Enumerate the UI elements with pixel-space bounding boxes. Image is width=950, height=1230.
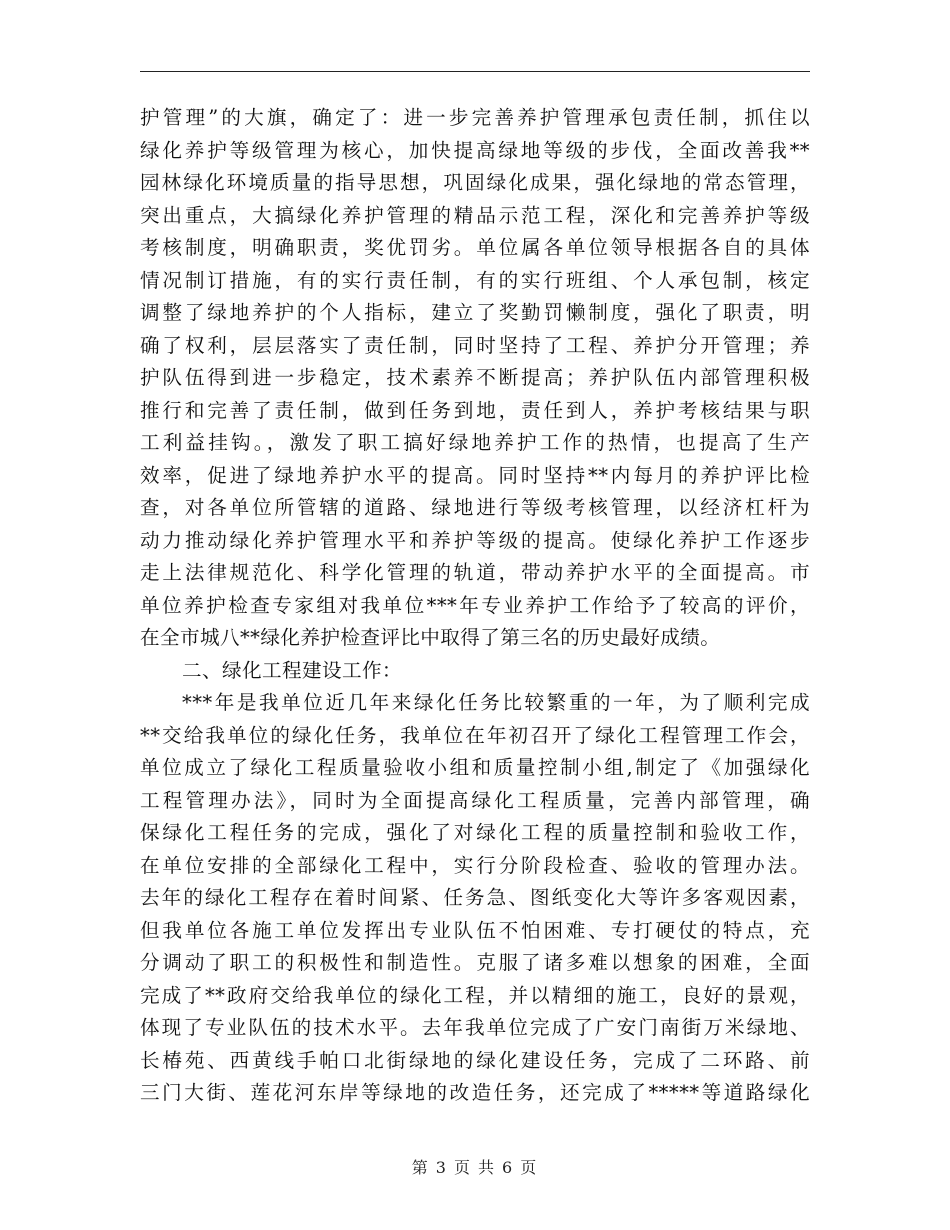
text-line: 但我单位各施工单位发挥出专业队伍不怕困难、专打硬仗的特点，充 <box>140 918 810 942</box>
text-line: 体现了专业队伍的技术水平。去年我单位完成了广安门南街万米绿地、 <box>140 1016 810 1039</box>
text-line: 考核制度，明确职责，奖优罚劣。单位属各单位领导根据各自的具体 <box>140 236 810 259</box>
text-line: 单位成立了绿化工程质量验收小组和质量控制小组,制定了《加强绿化 <box>140 756 810 779</box>
text-line: 查，对各单位所管辖的道路、绿地进行等级考核管理，以经济杠杆为 <box>140 496 810 519</box>
text-line: 绿化养护等级管理为核心，加快提高绿地等级的步伐，全面改善我** <box>140 138 810 162</box>
text-line: 长椿苑、西黄线手帕口北街绿地的绿化建设任务，完成了二环路、前 <box>140 1048 810 1072</box>
text-line: 效率，促进了绿地养护水平的提高。同时坚持**内每月的养护评比检 <box>140 463 810 487</box>
footer-total-word: 共 <box>478 1158 497 1177</box>
text-line: **交给我单位的绿化任务，我单位在年初召开了绿化工程管理工作会， <box>140 723 810 747</box>
text-line: 护管理”的大旗，确定了：进一步完善养护管理承包责任制，抓住以 <box>140 106 810 129</box>
page-footer <box>0 1155 950 1178</box>
text-line: 三门大街、莲花河东岸等绿地的改造任务，还完成了*****等道路绿化 <box>140 1081 810 1104</box>
text-line: 在全市城八**绿化养护检查评比中取得了第三名的历史最好成绩。 <box>140 626 721 649</box>
text-line: 单位养护检查专家组对我单位***年专业养护工作给予了较高的评价， <box>140 593 810 617</box>
text-line: 完成了**政府交给我单位的绿化工程，并以精细的施工，良好的景观， <box>140 983 810 1007</box>
header-rule <box>140 71 810 72</box>
text-line: 工利益挂钩。，激发了职工搞好绿地养护工作的热情，也提高了生产 <box>140 431 810 454</box>
text-line: 确了权利，层层落实了责任制，同时坚持了工程、养护分开管理；养 <box>140 333 810 357</box>
text-line: ***年是我单位近几年来绿化任务比较繁重的一年，为了顺利完成 <box>182 691 810 714</box>
footer-page-word: 页 <box>453 1158 472 1177</box>
text-line: 去年的绿化工程存在着时间紧、任务急、图纸变化大等许多客观因素， <box>140 886 810 909</box>
current-page-number: 3 <box>435 1158 448 1177</box>
footer-prefix: 第 <box>411 1158 430 1177</box>
text-line: 园林绿化环境质量的指导思想，巩固绿化成果，强化绿地的常态管理， <box>140 171 810 194</box>
total-page-count: 6 <box>502 1158 515 1177</box>
text-line: 调整了绿地养护的个人指标，建立了奖勤罚懒制度，强化了职责，明 <box>140 301 810 324</box>
text-line: 推行和完善了责任制，做到任务到地，责任到人，养护考核结果与职 <box>140 398 810 422</box>
text-line: 工程管理办法》，同时为全面提高绿化工程质量，完善内部管理，确 <box>140 788 810 812</box>
text-line: 情况制订措施，有的实行责任制，有的实行班组、个人承包制，核定 <box>140 268 810 292</box>
text-line: 分调动了职工的积极性和制造性。克服了诸多难以想象的困难，全面 <box>140 951 810 974</box>
text-line: 动力推动绿化养护管理水平和养护等级的提高。使绿化养护工作逐步 <box>140 528 810 552</box>
text-line: 在单位安排的全部绿化工程中，实行分阶段检查、验收的管理办法。 <box>140 853 810 877</box>
footer-suffix: 页 <box>520 1158 539 1177</box>
text-line: 突出重点，大搞绿化养护管理的精品示范工程，深化和完善养护等级 <box>140 203 810 227</box>
text-line: 保绿化工程任务的完成，强化了对绿化工程的质量控制和验收工作， <box>140 821 810 844</box>
text-line: 护队伍得到进一步稳定，技术素养不断提高；养护队伍内部管理积极 <box>140 366 810 389</box>
body-text <box>140 102 810 1110</box>
text-line: 走上法律规范化、科学化管理的轨道，带动养护水平的全面提高。市 <box>140 561 810 584</box>
section-heading: 二、绿化工程建设工作： <box>182 658 402 682</box>
